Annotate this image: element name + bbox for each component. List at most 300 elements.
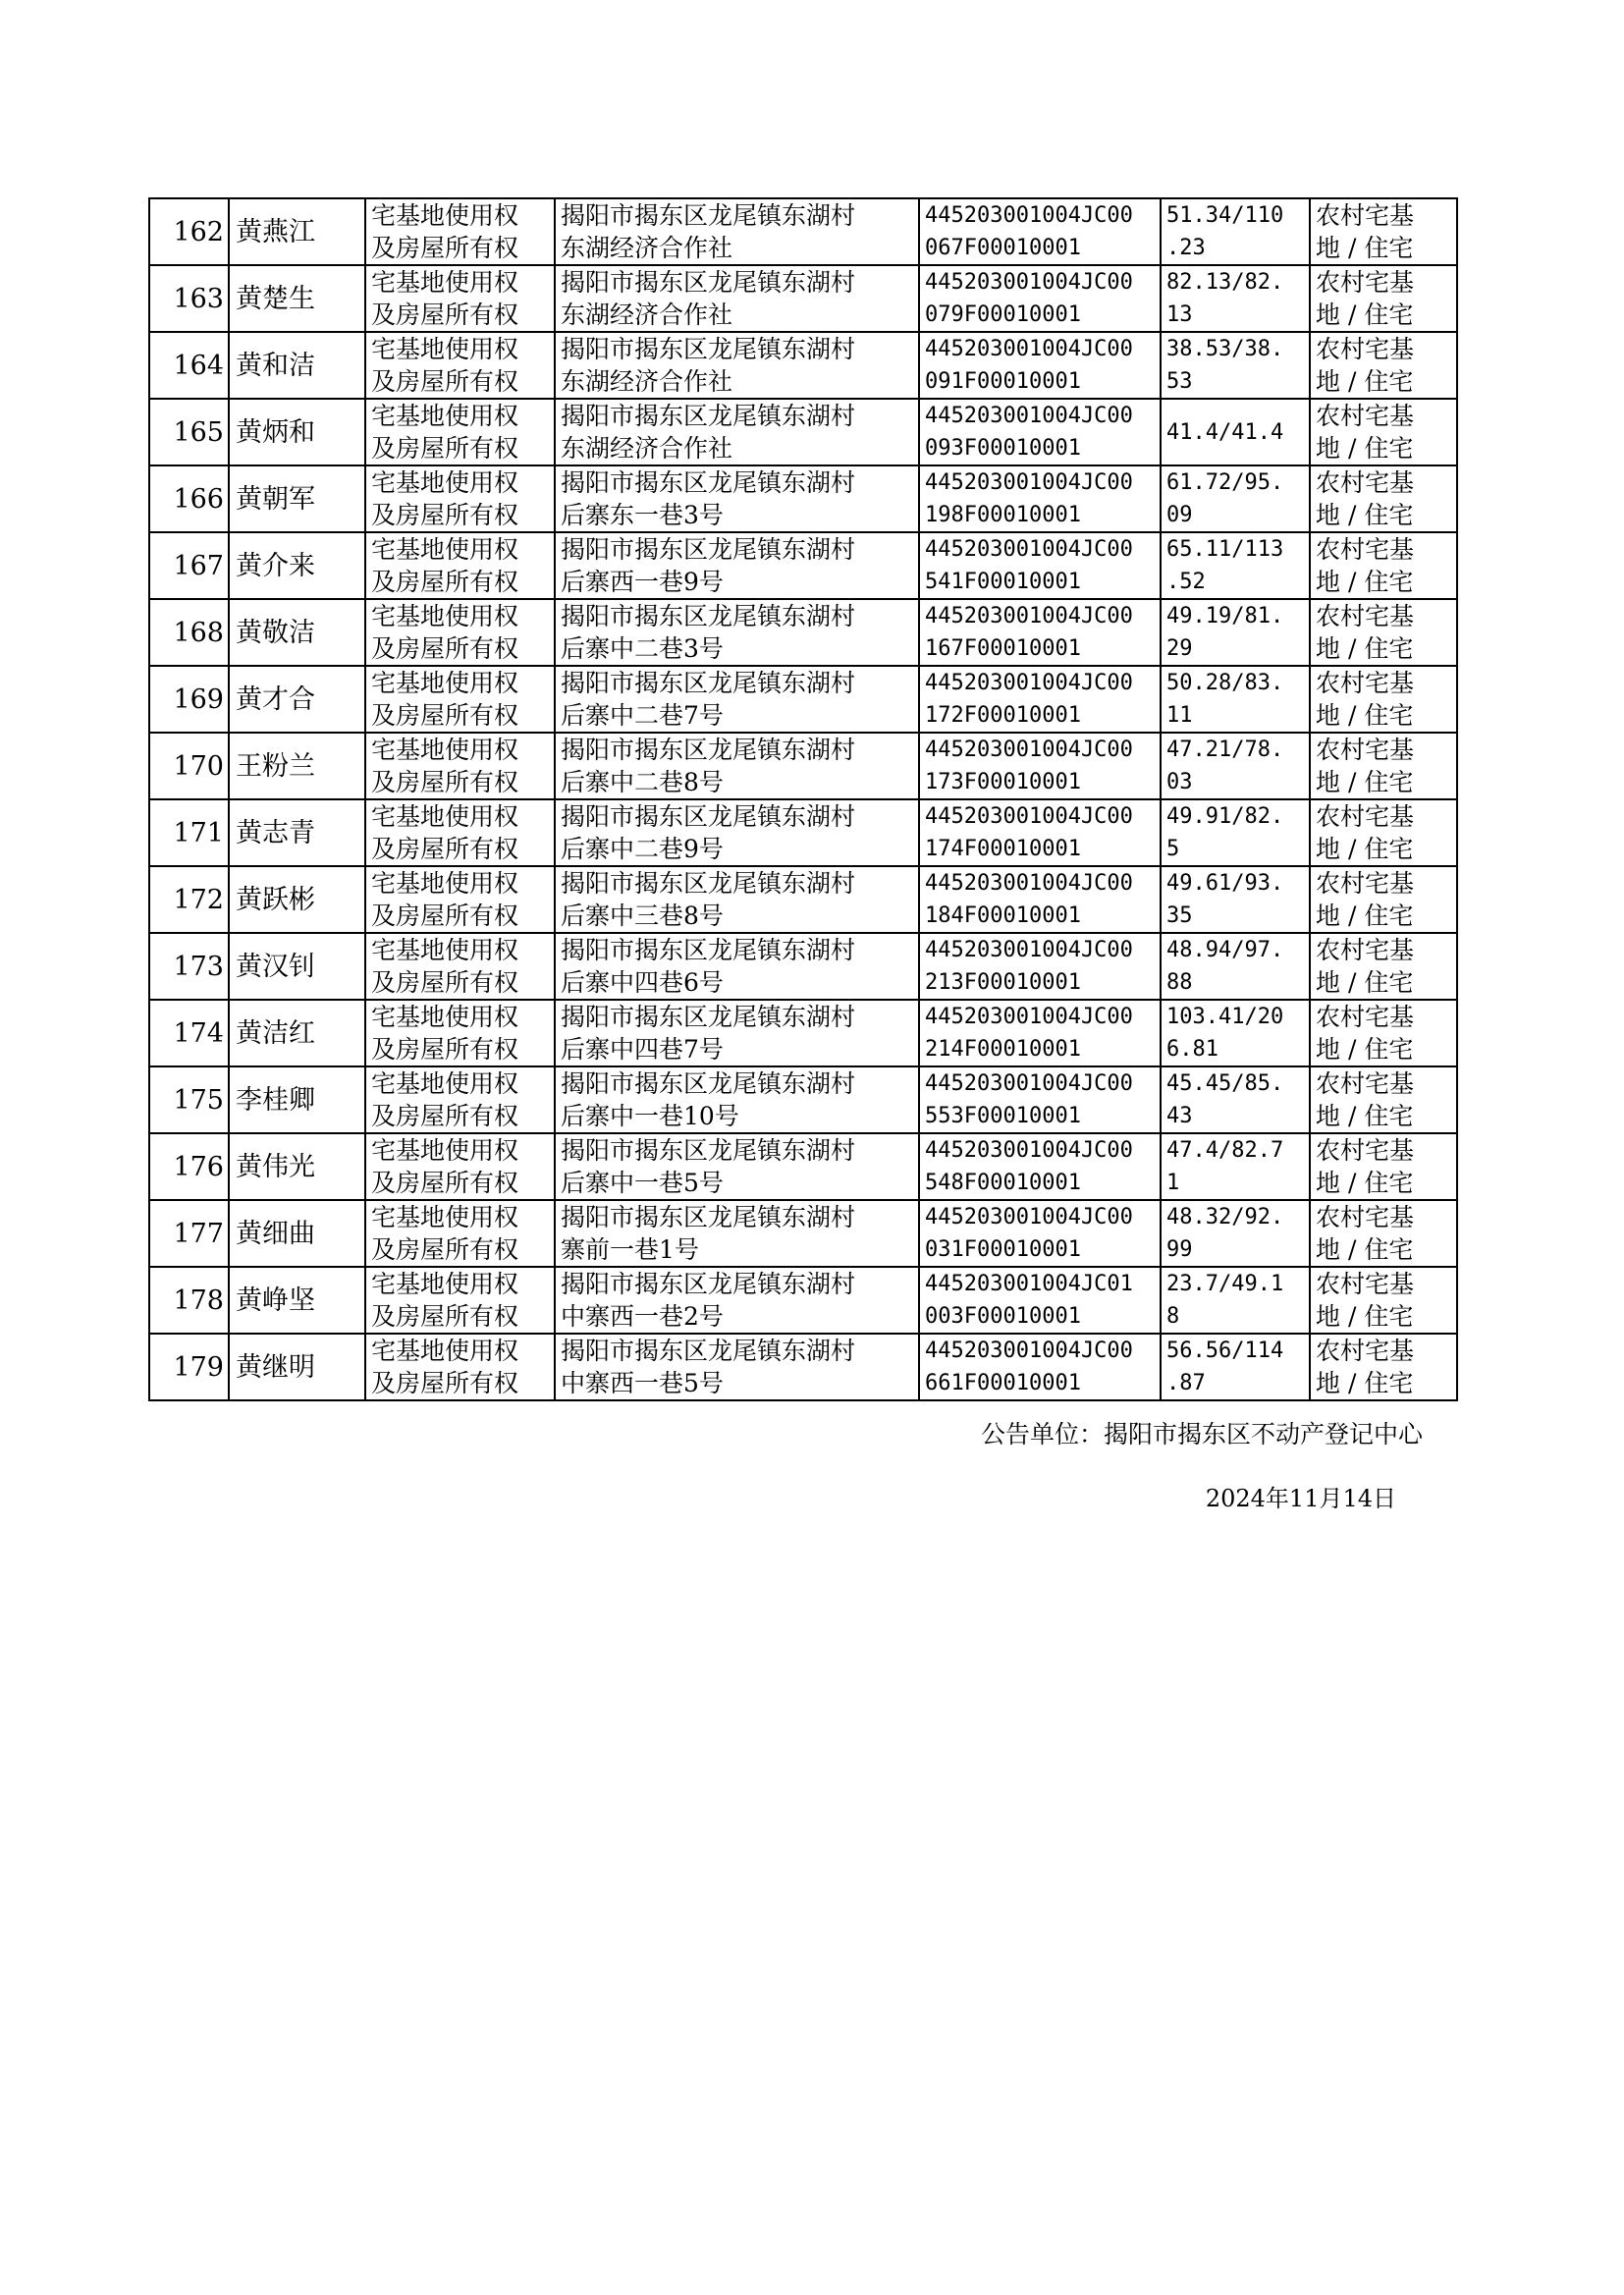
- location-cell-line: 后寨中二巷9号: [561, 835, 724, 863]
- right-type-cell-line: 及房屋所有权: [371, 634, 519, 663]
- unit-code-cell-line: 661F00010001: [925, 1371, 1081, 1395]
- table-row: [149, 799, 1457, 866]
- location-cell: [555, 799, 919, 866]
- right-type-cell: [365, 866, 555, 933]
- right-type-cell-line: 宅基地使用权: [371, 535, 519, 564]
- area-cell: [1161, 666, 1310, 733]
- unit-code-cell: [919, 1133, 1161, 1200]
- announcement-date: 2024年11月14日: [1205, 1485, 1396, 1512]
- usage-cell-line: 农村宅基: [1316, 335, 1415, 363]
- row-number-cell: 179: [149, 1334, 229, 1400]
- usage-cell-line: 农村宅基: [1316, 869, 1415, 898]
- usage-cell: [1310, 198, 1457, 265]
- right-type-cell-line: 宅基地使用权: [371, 468, 519, 497]
- location-cell-line: 中寨西一巷2号: [561, 1302, 724, 1331]
- usage-cell-line: 地 / 住宅: [1316, 902, 1414, 930]
- table-row: [149, 733, 1457, 799]
- area-cell-line: 53: [1166, 369, 1193, 394]
- location-cell-line: 后寨中二巷3号: [561, 634, 724, 663]
- area-cell-line: 82.13/82.: [1166, 270, 1284, 295]
- area-cell-line: 51.34/110: [1166, 203, 1284, 228]
- area-cell: [1161, 265, 1310, 332]
- area-cell-line: 48.94/97.: [1166, 938, 1284, 962]
- location-cell-line: 中寨西一巷5号: [561, 1369, 724, 1397]
- area-cell: [1161, 1066, 1310, 1133]
- owner-name-cell: 黄峥坚: [229, 1267, 365, 1334]
- area-cell-line: 35: [1166, 903, 1193, 928]
- unit-code-cell-line: 445203001004JC00: [925, 203, 1133, 228]
- unit-code-cell-line: 445203001004JC00: [925, 404, 1133, 428]
- table-row: [149, 532, 1457, 599]
- right-type-cell-line: 宅基地使用权: [371, 335, 519, 363]
- usage-cell: [1310, 666, 1457, 733]
- row-number-cell: 176: [149, 1133, 229, 1200]
- table-row: [149, 666, 1457, 733]
- row-number-cell: 166: [149, 465, 229, 532]
- area-cell-line: 49.91/82.: [1166, 804, 1284, 829]
- area-cell: [1161, 332, 1310, 399]
- location-cell-line: 后寨中一巷5号: [561, 1169, 724, 1197]
- usage-cell-line: 农村宅基: [1316, 802, 1415, 831]
- row-number-cell: 169: [149, 666, 229, 733]
- usage-cell-line: 地 / 住宅: [1316, 434, 1414, 463]
- area-cell: [1161, 1000, 1310, 1066]
- right-type-cell: [365, 666, 555, 733]
- right-type-cell-line: 宅基地使用权: [371, 602, 519, 630]
- area-cell: [1161, 399, 1310, 465]
- area-cell-line: 6.81: [1166, 1037, 1218, 1062]
- unit-code-cell: [919, 599, 1161, 666]
- usage-cell-line: 地 / 住宅: [1316, 768, 1414, 796]
- usage-cell-line: 地 / 住宅: [1316, 1169, 1414, 1197]
- unit-code-cell: [919, 933, 1161, 1000]
- unit-code-cell-line: 553F00010001: [925, 1104, 1081, 1128]
- unit-code-cell-line: 541F00010001: [925, 570, 1081, 594]
- unit-code-cell: [919, 666, 1161, 733]
- right-type-cell-line: 宅基地使用权: [371, 736, 519, 764]
- owner-name-cell: 黄洁红: [229, 1000, 365, 1066]
- right-type-cell-line: 宅基地使用权: [371, 936, 519, 964]
- right-type-cell: [365, 1133, 555, 1200]
- owner-name-cell: 黄继明: [229, 1334, 365, 1400]
- area-cell-line: 103.41/20: [1166, 1005, 1284, 1029]
- unit-code-cell-line: 067F00010001: [925, 236, 1081, 260]
- row-number-cell: 168: [149, 599, 229, 666]
- location-cell-line: 后寨东一巷3号: [561, 501, 724, 529]
- table-row: [149, 332, 1457, 399]
- usage-cell-line: 农村宅基: [1316, 201, 1415, 230]
- location-cell: [555, 1267, 919, 1334]
- usage-cell-line: 地 / 住宅: [1316, 501, 1414, 529]
- unit-code-cell-line: 079F00010001: [925, 302, 1081, 327]
- area-cell-line: 03: [1166, 770, 1193, 794]
- usage-cell: [1310, 799, 1457, 866]
- location-cell-line: 揭阳市揭东区龙尾镇东湖村: [561, 602, 856, 630]
- area-cell: [1161, 1334, 1310, 1400]
- unit-code-cell-line: 031F00010001: [925, 1237, 1081, 1262]
- area-cell-line: 47.4/82.7: [1166, 1138, 1284, 1163]
- right-type-cell-line: 宅基地使用权: [371, 669, 519, 697]
- location-cell-line: 揭阳市揭东区龙尾镇东湖村: [561, 468, 856, 497]
- location-cell-line: 后寨中二巷8号: [561, 768, 724, 796]
- usage-cell-line: 地 / 住宅: [1316, 968, 1414, 997]
- location-cell-line: 揭阳市揭东区龙尾镇东湖村: [561, 802, 856, 831]
- unit-code-cell-line: 445203001004JC00: [925, 671, 1133, 695]
- unit-code-cell-line: 172F00010001: [925, 703, 1081, 728]
- usage-cell-line: 农村宅基: [1316, 1136, 1415, 1165]
- right-type-cell-line: 及房屋所有权: [371, 902, 519, 930]
- usage-cell-line: 农村宅基: [1316, 1003, 1415, 1031]
- right-type-cell-line: 宅基地使用权: [371, 402, 519, 430]
- row-number-cell: 162: [149, 198, 229, 265]
- unit-code-cell-line: 445203001004JC00: [925, 1071, 1133, 1096]
- table-body: [149, 198, 1457, 1400]
- right-type-cell-line: 及房屋所有权: [371, 968, 519, 997]
- usage-cell: [1310, 933, 1457, 1000]
- location-cell: [555, 733, 919, 799]
- owner-name-cell: 黄才合: [229, 666, 365, 733]
- location-cell-line: 后寨中一巷10号: [561, 1102, 739, 1130]
- location-cell: [555, 465, 919, 532]
- usage-cell-line: 地 / 住宅: [1316, 1302, 1414, 1331]
- usage-cell-line: 地 / 住宅: [1316, 301, 1414, 329]
- usage-cell-line: 农村宅基: [1316, 1069, 1415, 1098]
- unit-code-cell-line: 548F00010001: [925, 1171, 1081, 1195]
- area-cell-line: 11: [1166, 703, 1193, 728]
- table-row: [149, 1200, 1457, 1267]
- location-cell: [555, 666, 919, 733]
- usage-cell: [1310, 532, 1457, 599]
- row-number-cell: 164: [149, 332, 229, 399]
- location-cell-line: 后寨西一巷9号: [561, 568, 724, 596]
- right-type-cell-line: 宅基地使用权: [371, 869, 519, 898]
- location-cell-line: 东湖经济合作社: [561, 234, 733, 262]
- unit-code-cell: [919, 1267, 1161, 1334]
- row-number-cell: 165: [149, 399, 229, 465]
- usage-cell: [1310, 399, 1457, 465]
- usage-cell-line: 农村宅基: [1316, 602, 1415, 630]
- location-cell-line: 揭阳市揭东区龙尾镇东湖村: [561, 535, 856, 564]
- row-number-cell: 178: [149, 1267, 229, 1334]
- location-cell: [555, 198, 919, 265]
- unit-code-cell: [919, 866, 1161, 933]
- location-cell-line: 东湖经济合作社: [561, 301, 733, 329]
- area-cell-line: 61.72/95.: [1166, 470, 1284, 495]
- area-cell-line: 13: [1166, 302, 1193, 327]
- location-cell-line: 揭阳市揭东区龙尾镇东湖村: [561, 402, 856, 430]
- owner-name-cell: 黄燕江: [229, 198, 365, 265]
- area-cell: [1161, 465, 1310, 532]
- usage-cell-line: 地 / 住宅: [1316, 234, 1414, 262]
- area-cell-line: 29: [1166, 636, 1193, 661]
- right-type-cell-line: 及房屋所有权: [371, 835, 519, 863]
- area-cell: [1161, 866, 1310, 933]
- owner-name-cell: 李桂卿: [229, 1066, 365, 1133]
- unit-code-cell-line: 445203001004JC00: [925, 738, 1133, 762]
- owner-name-cell: 黄细曲: [229, 1200, 365, 1267]
- right-type-cell: [365, 1000, 555, 1066]
- area-cell-line: 50.28/83.: [1166, 671, 1284, 695]
- row-number-cell: 172: [149, 866, 229, 933]
- owner-name-cell: 王粉兰: [229, 733, 365, 799]
- location-cell: [555, 399, 919, 465]
- right-type-cell: [365, 1334, 555, 1400]
- table-row: [149, 399, 1457, 465]
- location-cell-line: 寨前一巷1号: [561, 1235, 699, 1264]
- usage-cell: [1310, 265, 1457, 332]
- unit-code-cell: [919, 1000, 1161, 1066]
- usage-cell-line: 地 / 住宅: [1316, 1035, 1414, 1064]
- usage-cell-line: 农村宅基: [1316, 468, 1415, 497]
- location-cell: [555, 599, 919, 666]
- area-cell: [1161, 799, 1310, 866]
- row-number-cell: 177: [149, 1200, 229, 1267]
- table-row: [149, 198, 1457, 265]
- right-type-cell: [365, 532, 555, 599]
- location-cell-line: 揭阳市揭东区龙尾镇东湖村: [561, 268, 856, 297]
- location-cell: [555, 265, 919, 332]
- right-type-cell-line: 及房屋所有权: [371, 367, 519, 396]
- area-cell-line: 49.19/81.: [1166, 604, 1284, 628]
- location-cell-line: 揭阳市揭东区龙尾镇东湖村: [561, 1003, 856, 1031]
- unit-code-cell: [919, 1066, 1161, 1133]
- area-cell: [1161, 599, 1310, 666]
- right-type-cell: [365, 599, 555, 666]
- usage-cell-line: 地 / 住宅: [1316, 1102, 1414, 1130]
- right-type-cell: [365, 1066, 555, 1133]
- right-type-cell: [365, 265, 555, 332]
- area-cell-line: 47.21/78.: [1166, 738, 1284, 762]
- area-cell-line: 45.45/85.: [1166, 1071, 1284, 1096]
- right-type-cell-line: 及房屋所有权: [371, 301, 519, 329]
- unit-code-cell-line: 445203001004JC00: [925, 1205, 1133, 1229]
- location-cell-line: 揭阳市揭东区龙尾镇东湖村: [561, 1337, 856, 1365]
- location-cell-line: 揭阳市揭东区龙尾镇东湖村: [561, 1136, 856, 1165]
- usage-cell-line: 农村宅基: [1316, 936, 1415, 964]
- right-type-cell-line: 宅基地使用权: [371, 201, 519, 230]
- area-cell-line: 09: [1166, 503, 1193, 527]
- location-cell: [555, 1334, 919, 1400]
- right-type-cell-line: 宅基地使用权: [371, 802, 519, 831]
- location-cell-line: 东湖经济合作社: [561, 367, 733, 396]
- unit-code-cell-line: 445203001004JC01: [925, 1272, 1133, 1296]
- location-cell-line: 揭阳市揭东区龙尾镇东湖村: [561, 736, 856, 764]
- right-type-cell: [365, 1267, 555, 1334]
- row-number-cell: 175: [149, 1066, 229, 1133]
- usage-cell-line: 地 / 住宅: [1316, 1369, 1414, 1397]
- unit-code-cell-line: 445203001004JC00: [925, 337, 1133, 361]
- right-type-cell-line: 宅基地使用权: [371, 1069, 519, 1098]
- location-cell-line: 后寨中二巷7号: [561, 701, 724, 730]
- unit-code-cell-line: 167F00010001: [925, 636, 1081, 661]
- usage-cell: [1310, 332, 1457, 399]
- area-cell-line: 65.11/113: [1166, 537, 1284, 562]
- location-cell: [555, 1200, 919, 1267]
- location-cell-line: 揭阳市揭东区龙尾镇东湖村: [561, 936, 856, 964]
- location-cell: [555, 1000, 919, 1066]
- usage-cell-line: 地 / 住宅: [1316, 634, 1414, 663]
- right-type-cell: [365, 799, 555, 866]
- unit-code-cell-line: 174F00010001: [925, 837, 1081, 861]
- area-cell: [1161, 1200, 1310, 1267]
- usage-cell-line: 地 / 住宅: [1316, 835, 1414, 863]
- area-cell: [1161, 1133, 1310, 1200]
- location-cell-line: 揭阳市揭东区龙尾镇东湖村: [561, 869, 856, 898]
- unit-code-cell-line: 445203001004JC00: [925, 470, 1133, 495]
- unit-code-cell-line: 445203001004JC00: [925, 804, 1133, 829]
- area-cell-line: 41.4/41.4: [1166, 419, 1284, 445]
- usage-cell: [1310, 465, 1457, 532]
- right-type-cell-line: 及房屋所有权: [371, 501, 519, 529]
- right-type-cell-line: 宅基地使用权: [371, 268, 519, 297]
- unit-code-cell-line: 184F00010001: [925, 903, 1081, 928]
- usage-cell-line: 地 / 住宅: [1316, 701, 1414, 730]
- usage-cell-line: 农村宅基: [1316, 1337, 1415, 1365]
- unit-code-cell: [919, 399, 1161, 465]
- area-cell-line: 99: [1166, 1237, 1193, 1262]
- location-cell: [555, 866, 919, 933]
- right-type-cell-line: 宅基地使用权: [371, 1270, 519, 1298]
- owner-name-cell: 黄介来: [229, 532, 365, 599]
- row-number-cell: 173: [149, 933, 229, 1000]
- right-type-cell-line: 宅基地使用权: [371, 1136, 519, 1165]
- usage-cell-line: 农村宅基: [1316, 268, 1415, 297]
- right-type-cell-line: 及房屋所有权: [371, 1302, 519, 1331]
- unit-code-cell-line: 445203001004JC00: [925, 938, 1133, 962]
- right-type-cell: [365, 1200, 555, 1267]
- location-cell-line: 东湖经济合作社: [561, 434, 733, 463]
- location-cell-line: 后寨中四巷6号: [561, 968, 724, 997]
- right-type-cell: [365, 198, 555, 265]
- row-number-cell: 174: [149, 1000, 229, 1066]
- area-cell-line: .23: [1166, 236, 1206, 260]
- usage-cell-line: 农村宅基: [1316, 1270, 1415, 1298]
- location-cell-line: 后寨中三巷8号: [561, 902, 724, 930]
- owner-name-cell: 黄楚生: [229, 265, 365, 332]
- right-type-cell-line: 宅基地使用权: [371, 1203, 519, 1231]
- right-type-cell-line: 宅基地使用权: [371, 1337, 519, 1365]
- right-type-cell: [365, 733, 555, 799]
- right-type-cell-line: 及房屋所有权: [371, 434, 519, 463]
- unit-code-cell-line: 445203001004JC00: [925, 1005, 1133, 1029]
- usage-cell-line: 地 / 住宅: [1316, 1235, 1414, 1264]
- location-cell: [555, 1133, 919, 1200]
- table-row: [149, 1066, 1457, 1133]
- location-cell: [555, 1066, 919, 1133]
- area-cell-line: 1: [1166, 1171, 1180, 1195]
- table-row: [149, 1133, 1457, 1200]
- location-cell: [555, 332, 919, 399]
- area-cell-line: 49.61/93.: [1166, 871, 1284, 896]
- area-cell-line: .87: [1166, 1371, 1206, 1395]
- row-number-cell: 170: [149, 733, 229, 799]
- unit-code-cell-line: 445203001004JC00: [925, 604, 1133, 628]
- owner-name-cell: 黄跃彬: [229, 866, 365, 933]
- right-type-cell-line: 及房屋所有权: [371, 1102, 519, 1130]
- unit-code-cell-line: 198F00010001: [925, 503, 1081, 527]
- location-cell-line: 揭阳市揭东区龙尾镇东湖村: [561, 335, 856, 363]
- location-cell-line: 揭阳市揭东区龙尾镇东湖村: [561, 1069, 856, 1098]
- unit-code-cell-line: 214F00010001: [925, 1037, 1081, 1062]
- unit-code-cell-line: 003F00010001: [925, 1304, 1081, 1329]
- area-cell: [1161, 198, 1310, 265]
- unit-code-cell: [919, 332, 1161, 399]
- unit-code-cell-line: 173F00010001: [925, 770, 1081, 794]
- usage-cell: [1310, 866, 1457, 933]
- right-type-cell: [365, 332, 555, 399]
- location-cell-line: 后寨中四巷7号: [561, 1035, 724, 1064]
- location-cell: [555, 933, 919, 1000]
- right-type-cell: [365, 933, 555, 1000]
- row-number-cell: 163: [149, 265, 229, 332]
- table-row: [149, 599, 1457, 666]
- area-cell: [1161, 733, 1310, 799]
- unit-code-cell-line: 093F00010001: [925, 436, 1081, 461]
- owner-name-cell: 黄敬洁: [229, 599, 365, 666]
- owner-name-cell: 黄朝军: [229, 465, 365, 532]
- right-type-cell-line: 及房屋所有权: [371, 1235, 519, 1264]
- area-cell-line: .52: [1166, 570, 1206, 594]
- usage-cell: [1310, 1334, 1457, 1400]
- usage-cell: [1310, 1133, 1457, 1200]
- location-cell-line: 揭阳市揭东区龙尾镇东湖村: [561, 669, 856, 697]
- area-cell: [1161, 1267, 1310, 1334]
- area-cell-line: 38.53/38.: [1166, 337, 1284, 361]
- usage-cell: [1310, 1267, 1457, 1334]
- table-row: [149, 1000, 1457, 1066]
- right-type-cell-line: 及房屋所有权: [371, 1169, 519, 1197]
- table-row: [149, 1267, 1457, 1334]
- right-type-cell-line: 宅基地使用权: [371, 1003, 519, 1031]
- unit-code-cell-line: 213F00010001: [925, 970, 1081, 995]
- usage-cell: [1310, 733, 1457, 799]
- owner-name-cell: 黄和洁: [229, 332, 365, 399]
- usage-cell: [1310, 1066, 1457, 1133]
- unit-code-cell: [919, 465, 1161, 532]
- unit-code-cell-line: 445203001004JC00: [925, 537, 1133, 562]
- usage-cell-line: 农村宅基: [1316, 402, 1415, 430]
- right-type-cell-line: 及房屋所有权: [371, 234, 519, 262]
- owner-name-cell: 黄汉钊: [229, 933, 365, 1000]
- announcing-unit: 公告单位：揭阳市揭东区不动产登记中心: [980, 1420, 1423, 1448]
- owner-name-cell: 黄志青: [229, 799, 365, 866]
- location-cell-line: 揭阳市揭东区龙尾镇东湖村: [561, 1203, 856, 1231]
- table-row: [149, 465, 1457, 532]
- area-cell-line: 88: [1166, 970, 1193, 995]
- usage-cell: [1310, 1200, 1457, 1267]
- area-cell-line: 43: [1166, 1104, 1193, 1128]
- right-type-cell: [365, 465, 555, 532]
- unit-code-cell-line: 091F00010001: [925, 369, 1081, 394]
- usage-cell-line: 农村宅基: [1316, 736, 1415, 764]
- unit-code-cell: [919, 198, 1161, 265]
- location-cell: [555, 532, 919, 599]
- usage-cell-line: 农村宅基: [1316, 1203, 1415, 1231]
- table-row: [149, 265, 1457, 332]
- row-number-cell: 171: [149, 799, 229, 866]
- owner-name-cell: 黄伟光: [229, 1133, 365, 1200]
- usage-cell-line: 地 / 住宅: [1316, 367, 1414, 396]
- unit-code-cell-line: 445203001004JC00: [925, 871, 1133, 896]
- table-row: [149, 1334, 1457, 1400]
- usage-cell-line: 农村宅基: [1316, 535, 1415, 564]
- unit-code-cell: [919, 1334, 1161, 1400]
- unit-code-cell: [919, 532, 1161, 599]
- unit-code-cell: [919, 265, 1161, 332]
- unit-code-cell-line: 445203001004JC00: [925, 1138, 1133, 1163]
- area-cell-line: 5: [1166, 837, 1180, 861]
- usage-cell: [1310, 1000, 1457, 1066]
